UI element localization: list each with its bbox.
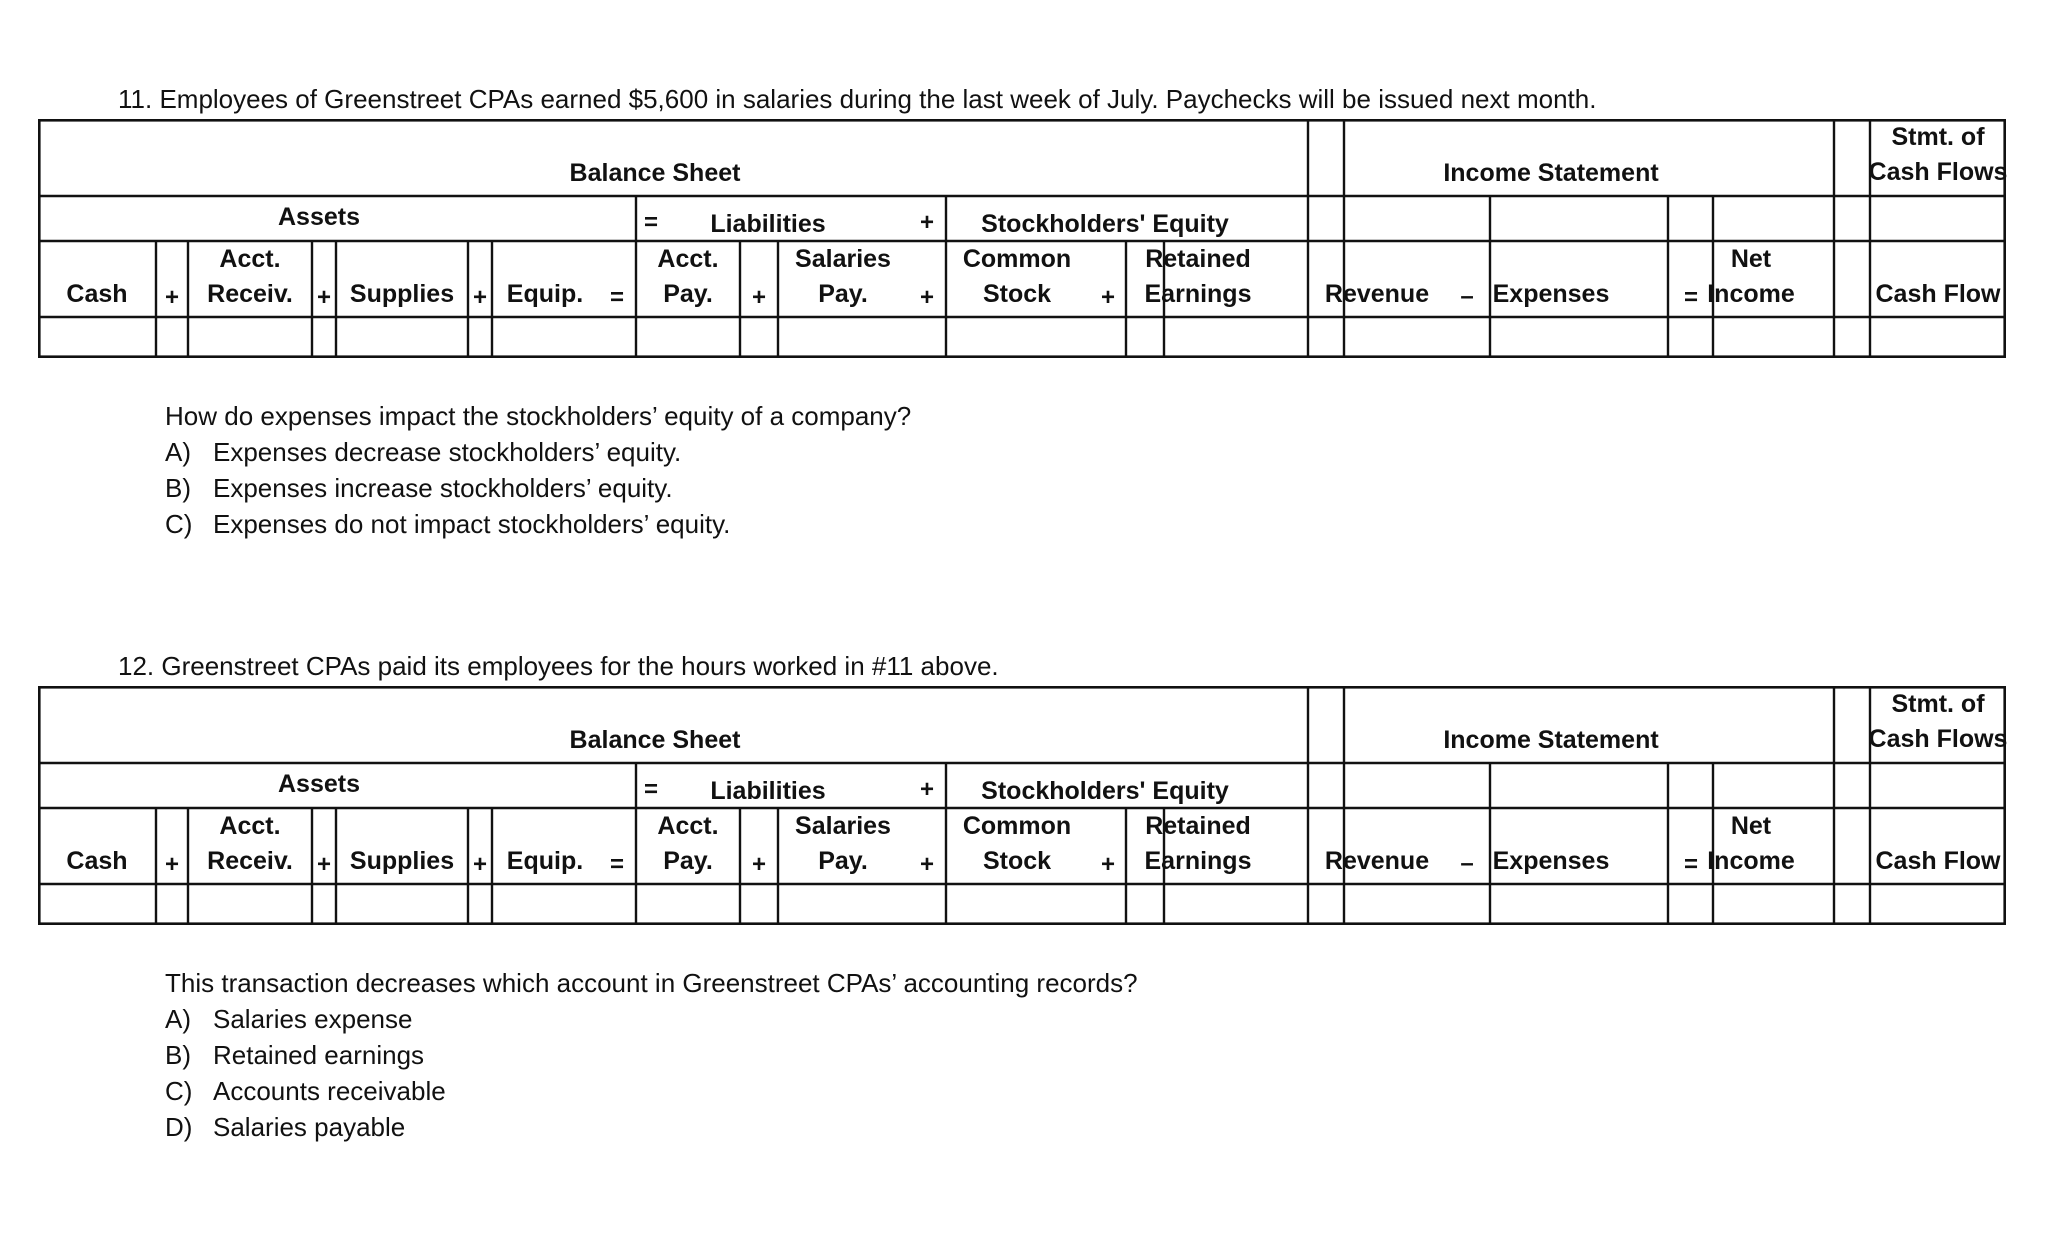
acct-receiv-col-header bbox=[207, 809, 293, 879]
question-11-prompt: How do expenses impact the stockholders’ equity of a company? bbox=[165, 401, 912, 431]
equals-sign: = bbox=[643, 776, 659, 803]
question-12-prompt: This transaction decreases which account in Greenstreet CPAs’ accounting records? bbox=[165, 968, 1138, 998]
income-statement-heading bbox=[1443, 723, 1658, 758]
liabilities-heading bbox=[710, 207, 825, 242]
plus-sign: + bbox=[751, 851, 767, 878]
stockholders-equity-heading-line: Stockholders' Equity bbox=[981, 210, 1229, 238]
salaries-pay-answer-cell[interactable] bbox=[781, 887, 905, 922]
acct-receiv-col-header-line: Acct. bbox=[219, 812, 281, 840]
supplies-answer-cell[interactable] bbox=[339, 320, 465, 355]
cash-answer-cell[interactable] bbox=[41, 887, 153, 922]
income-statement-heading-line: Income Statement bbox=[1443, 159, 1659, 187]
net-income-col-header-line: Net bbox=[1730, 245, 1772, 273]
stockholders-equity-heading bbox=[981, 207, 1229, 242]
cash-answer-cell[interactable] bbox=[41, 320, 153, 355]
choice-c[interactable] bbox=[165, 1073, 1138, 1109]
cash-col-header-line: Cash bbox=[66, 847, 128, 875]
choice-letter: C) bbox=[165, 1076, 193, 1106]
retained-earnings-col-header bbox=[1145, 242, 1252, 312]
supplies-col-header bbox=[350, 844, 454, 879]
expenses-col-header-line: Expenses bbox=[1492, 847, 1610, 875]
plus-sign: + bbox=[316, 851, 332, 878]
salaries-pay-col-header bbox=[795, 809, 891, 879]
plus-sign: + bbox=[919, 776, 935, 803]
balance-sheet-heading-line: Balance Sheet bbox=[569, 726, 741, 754]
minus-sign: – bbox=[1460, 283, 1474, 310]
plus-sign: + bbox=[472, 284, 488, 311]
equals-sign: = bbox=[609, 851, 625, 878]
choice-text: Retained earnings bbox=[213, 1040, 425, 1070]
acct-receiv-col-header-line: Receiv. bbox=[207, 280, 293, 308]
equals-sign: = bbox=[1683, 284, 1699, 311]
salaries-pay-col-header-line: Salaries bbox=[795, 245, 891, 273]
acct-pay-col-header bbox=[657, 809, 718, 879]
salaries-pay-col-header-line: Pay. bbox=[818, 280, 868, 308]
choice-b[interactable] bbox=[165, 1037, 1138, 1073]
equip-answer-cell[interactable] bbox=[495, 887, 595, 922]
revenue-col-header-line: Revenue bbox=[1324, 280, 1430, 308]
expenses-answer-cell[interactable] bbox=[1493, 320, 1665, 355]
acct-receiv-col-header-line: Receiv. bbox=[207, 847, 293, 875]
cash-flow-col-header-line: Cash Flow bbox=[1875, 280, 2001, 308]
plus-sign: + bbox=[919, 209, 935, 236]
retained-earnings-col-header bbox=[1145, 809, 1252, 879]
salaries-pay-col-header-line: Salaries bbox=[795, 812, 891, 840]
revenue-col-header bbox=[1325, 844, 1429, 879]
choice-letter: A) bbox=[165, 437, 191, 467]
cash-flow-col-header-line: Cash Flow bbox=[1875, 847, 2001, 875]
choice-text: Accounts receivable bbox=[213, 1076, 446, 1106]
acct-pay-col-header-line: Pay. bbox=[663, 847, 713, 875]
common-stock-answer-cell[interactable] bbox=[949, 320, 1123, 355]
equals-sign: = bbox=[1683, 851, 1699, 878]
choice-letter: A) bbox=[165, 1004, 191, 1034]
income-statement-heading-line: Income Statement bbox=[1443, 726, 1659, 754]
revenue-answer-cell[interactable] bbox=[1347, 320, 1487, 355]
salaries-pay-col-header-line: Pay. bbox=[818, 847, 868, 875]
plus-sign: + bbox=[1100, 851, 1116, 878]
net-income-col-header-line: Net bbox=[1730, 812, 1772, 840]
cash-flows-heading bbox=[1869, 687, 2008, 757]
cash-col-header bbox=[66, 277, 127, 312]
net-income-col-header bbox=[1707, 242, 1795, 312]
net-income-col-header-line: Income bbox=[1707, 280, 1795, 308]
plus-sign: + bbox=[919, 851, 935, 878]
assets-heading-line: Assets bbox=[278, 203, 360, 231]
balance-sheet-heading bbox=[570, 156, 741, 191]
choice-text: Expenses do not impact stockholders’ equity. bbox=[213, 509, 731, 539]
minus-sign: – bbox=[1460, 850, 1474, 877]
revenue-answer-cell[interactable] bbox=[1347, 887, 1487, 922]
expenses-answer-cell[interactable] bbox=[1493, 887, 1665, 922]
retained-earnings-col-header-line: Retained bbox=[1145, 812, 1251, 840]
assets-heading-line: Assets bbox=[278, 770, 360, 798]
acct-receiv-answer-cell[interactable] bbox=[191, 887, 309, 922]
net-income-answer-cell[interactable] bbox=[1716, 887, 1831, 922]
cash-flows-heading-line: Cash Flows bbox=[1868, 158, 2008, 186]
choice-text: Salaries payable bbox=[213, 1112, 406, 1142]
liabilities-heading-line: Liabilities bbox=[710, 210, 826, 238]
question-11-mc bbox=[165, 398, 911, 542]
equip-answer-cell[interactable] bbox=[495, 320, 595, 355]
common-stock-col-header-line: Common bbox=[962, 812, 1072, 840]
income-statement-heading bbox=[1443, 156, 1658, 191]
cash-flows-heading-line: Stmt. of bbox=[1891, 123, 1985, 151]
cash-col-header-line: Cash bbox=[66, 280, 128, 308]
acct-pay-col-header bbox=[657, 242, 718, 312]
cash-col-header bbox=[66, 844, 127, 879]
choice-text: Salaries expense bbox=[213, 1004, 413, 1034]
expenses-col-header bbox=[1493, 277, 1610, 312]
choice-text: Expenses decrease stockholders’ equity. bbox=[213, 437, 682, 467]
acct-receiv-col-header bbox=[207, 242, 293, 312]
common-stock-col-header bbox=[963, 242, 1071, 312]
plus-sign: + bbox=[1100, 284, 1116, 311]
equip-col-header-line: Equip. bbox=[506, 847, 584, 875]
plus-sign: + bbox=[919, 284, 935, 311]
balance-sheet-heading-line: Balance Sheet bbox=[569, 159, 741, 187]
acct-receiv-col-header-line: Acct. bbox=[219, 245, 281, 273]
equip-col-header bbox=[507, 277, 583, 312]
retained-earnings-col-header-line: Earnings bbox=[1144, 280, 1252, 308]
plus-sign: + bbox=[164, 851, 180, 878]
balance-sheet-heading bbox=[570, 723, 741, 758]
common-stock-col-header-line: Stock bbox=[982, 847, 1052, 875]
worksheet-11 bbox=[38, 119, 2006, 358]
acct-receiv-answer-cell[interactable] bbox=[191, 320, 309, 355]
plus-sign: + bbox=[316, 284, 332, 311]
assets-heading bbox=[278, 200, 360, 235]
choice-d[interactable] bbox=[165, 1109, 1138, 1145]
choice-a[interactable] bbox=[165, 1001, 1138, 1037]
question-12-title: 12. Greenstreet CPAs paid its employees for the hours worked in #11 above. bbox=[118, 651, 999, 681]
revenue-col-header-line: Revenue bbox=[1324, 847, 1430, 875]
choice-letter: B) bbox=[165, 473, 191, 503]
retained-earnings-col-header-line: Earnings bbox=[1144, 847, 1252, 875]
cash-flow-answer-cell[interactable] bbox=[1873, 887, 2003, 922]
net-income-col-header-line: Income bbox=[1707, 847, 1795, 875]
stockholders-equity-heading bbox=[981, 774, 1229, 809]
cash-flows-heading-line: Stmt. of bbox=[1891, 690, 1985, 718]
question-12-mc bbox=[165, 965, 1138, 1145]
net-income-answer-cell[interactable] bbox=[1716, 320, 1831, 355]
expenses-col-header bbox=[1493, 844, 1610, 879]
supplies-col-header-line: Supplies bbox=[349, 847, 455, 875]
cash-flows-heading bbox=[1869, 120, 2008, 190]
acct-pay-answer-cell[interactable] bbox=[639, 887, 737, 922]
equip-col-header-line: Equip. bbox=[506, 280, 584, 308]
assets-heading bbox=[278, 767, 360, 802]
expenses-col-header-line: Expenses bbox=[1492, 280, 1610, 308]
choice-b[interactable] bbox=[165, 470, 911, 506]
worksheet-12 bbox=[38, 686, 2006, 925]
choice-letter: C) bbox=[165, 509, 193, 539]
stockholders-equity-heading-line: Stockholders' Equity bbox=[981, 777, 1229, 805]
cash-flows-heading-line: Cash Flows bbox=[1868, 725, 2008, 753]
common-stock-col-header bbox=[963, 809, 1071, 879]
retained-earnings-answer-cell[interactable] bbox=[1167, 887, 1305, 922]
common-stock-col-header-line: Stock bbox=[982, 280, 1052, 308]
plus-sign: + bbox=[164, 284, 180, 311]
equip-col-header bbox=[507, 844, 583, 879]
question-11-title: 11. Employees of Greenstreet CPAs earned $5,600 in salaries during the last week of July. Paychecks will be issued next month. bbox=[118, 84, 1597, 114]
cash-flow-answer-cell[interactable] bbox=[1873, 320, 2003, 355]
retained-earnings-answer-cell[interactable] bbox=[1167, 320, 1305, 355]
acct-pay-col-header-line: Pay. bbox=[663, 280, 713, 308]
retained-earnings-col-header-line: Retained bbox=[1145, 245, 1251, 273]
equals-sign: = bbox=[609, 284, 625, 311]
choice-a[interactable] bbox=[165, 434, 911, 470]
supplies-answer-cell[interactable] bbox=[339, 887, 465, 922]
equals-sign: = bbox=[643, 209, 659, 236]
salaries-pay-answer-cell[interactable] bbox=[781, 320, 905, 355]
liabilities-heading bbox=[710, 774, 825, 809]
plus-sign: + bbox=[751, 284, 767, 311]
common-stock-answer-cell[interactable] bbox=[949, 887, 1123, 922]
choice-c[interactable] bbox=[165, 506, 911, 542]
cash-flow-col-header bbox=[1875, 844, 2000, 879]
acct-pay-answer-cell[interactable] bbox=[639, 320, 737, 355]
common-stock-col-header-line: Common bbox=[962, 245, 1072, 273]
choice-text: Expenses increase stockholders’ equity. bbox=[213, 473, 673, 503]
liabilities-heading-line: Liabilities bbox=[710, 777, 826, 805]
plus-sign: + bbox=[472, 851, 488, 878]
supplies-col-header bbox=[350, 277, 454, 312]
supplies-col-header-line: Supplies bbox=[349, 280, 455, 308]
acct-pay-col-header-line: Acct. bbox=[657, 812, 719, 840]
acct-pay-col-header-line: Acct. bbox=[657, 245, 719, 273]
cash-flow-col-header bbox=[1875, 277, 2000, 312]
salaries-pay-col-header bbox=[795, 242, 891, 312]
choice-letter: D) bbox=[165, 1112, 193, 1142]
revenue-col-header bbox=[1325, 277, 1429, 312]
net-income-col-header bbox=[1707, 809, 1795, 879]
choice-letter: B) bbox=[165, 1040, 191, 1070]
